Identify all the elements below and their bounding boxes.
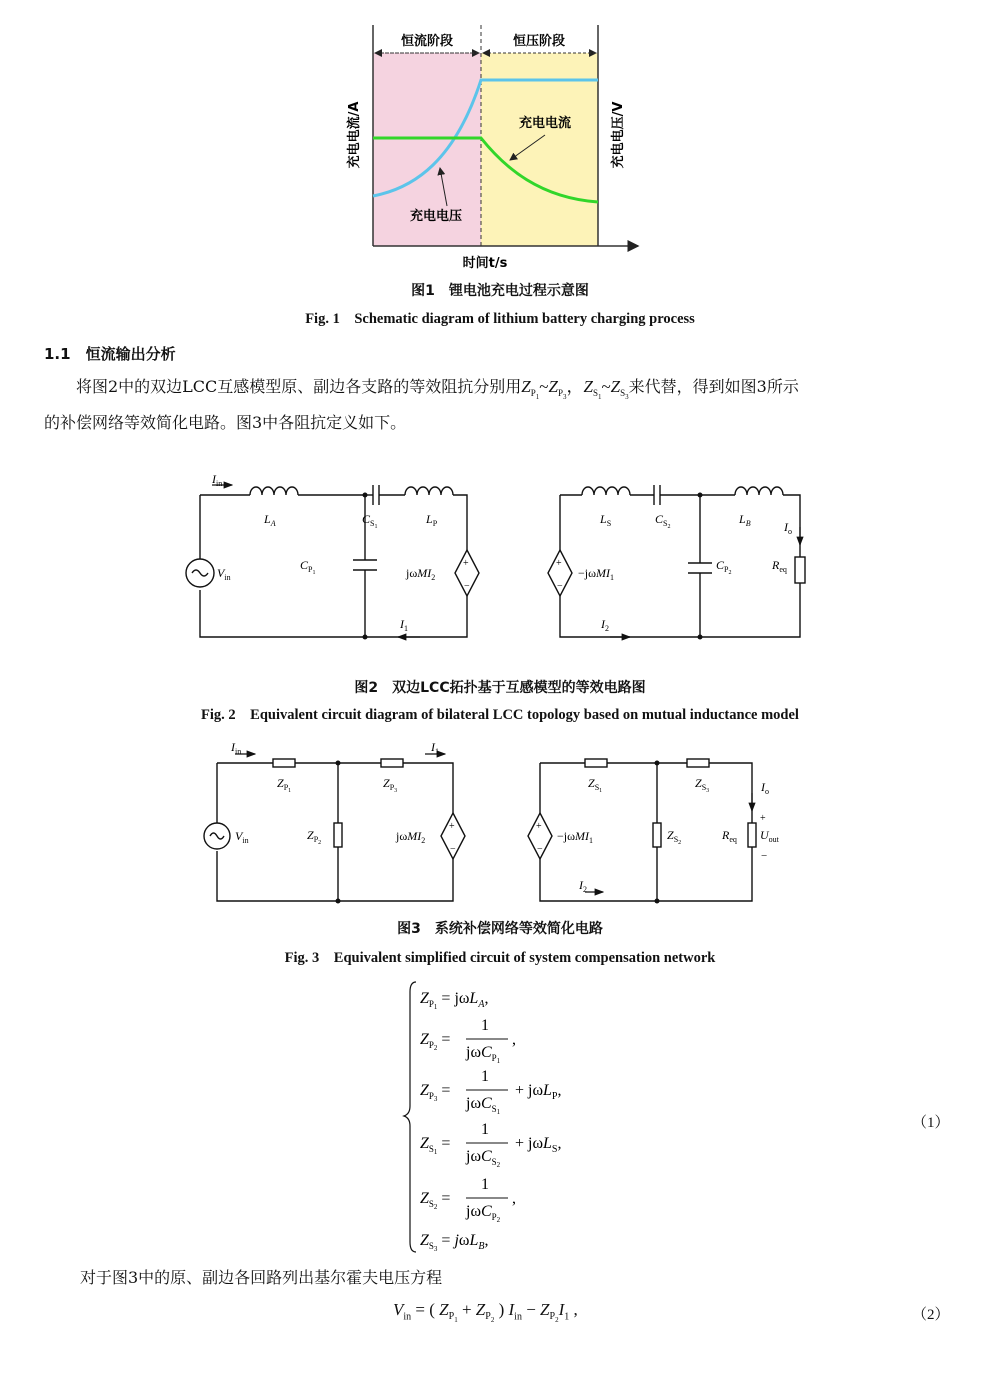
- svg-text:ZS2 =: $Z_S2$ =: [420, 1190, 451, 1211]
- svg-text:Iin: $I_{in}$: [231, 740, 242, 756]
- svg-text:ZP2: $Z_{P_2}$: [307, 828, 322, 846]
- figure-2-caption-en: Fig. 2 Equivalent circuit diagram of bilateral LCC topology based on mutual inductance model: [201, 707, 799, 723]
- svg-text:jωMI2: jωMI$_2$: [396, 829, 426, 845]
- y-right-label: 充电电压/V: [611, 101, 626, 169]
- figure-3-circuit: [195, 735, 805, 910]
- figure-2-caption-cn: 图2 双边LCC拓扑基于互感模型的等效电路图: [354, 680, 646, 696]
- svg-text:,: ,: [512, 1190, 516, 1207]
- inductor-ls: [582, 487, 630, 495]
- svg-text:jωCP1: jωC$_P$1: [466, 1044, 501, 1065]
- svg-text:−: −: [537, 844, 543, 855]
- svg-text:1: 1: [481, 1121, 489, 1138]
- inductor-lp: [405, 487, 453, 495]
- svg-text:−: −: [464, 581, 470, 592]
- paragraph-1-line-2: 的补偿网络等效简化电路。图3中各阻抗定义如下。: [44, 413, 407, 432]
- svg-text:ZS1 =: $Z_S1$ =: [420, 1135, 451, 1156]
- svg-text:−: −: [557, 581, 563, 592]
- figure-1-caption-en: Fig. 1 Schematic diagram of lithium battery charging process: [305, 311, 695, 327]
- svg-text:Iin: $I_{in}$: [212, 472, 223, 488]
- svg-text:CP2: $C_{P_2}$: [716, 558, 732, 576]
- svg-text:,: ,: [512, 1031, 516, 1048]
- svg-text:+: +: [760, 813, 766, 824]
- svg-text:LB: $L_B$: [739, 512, 751, 528]
- figure-3-caption-cn: 图3 系统补偿网络等效简化电路: [397, 921, 603, 937]
- paragraph-2: 对于图3中的原、副边各回路列出基尔霍夫电压方程: [80, 1268, 443, 1287]
- svg-text:ZS2: $Z_{S_2}$: [667, 828, 682, 846]
- svg-text:Vin: $V_{in}$: [235, 829, 249, 845]
- paragraph-1-text-b: 来代替，得到如图3所示: [628, 377, 799, 396]
- voltage-label: 充电电压: [409, 209, 463, 224]
- svg-text:Vin: $V_{in}$: [217, 566, 231, 582]
- svg-text:ZP2 =: $Z_P2$ =: [420, 1031, 451, 1052]
- svg-text:Io: $I_o$: [784, 520, 792, 536]
- section-number: 1.1: [44, 345, 71, 363]
- impedance-range-inline: $Z_{P_1}\sim Z_{P_3}$，$Z_{S_1}\sim Z_{S_3}$: [521, 377, 629, 402]
- paragraph-1-line-1: [76, 375, 956, 409]
- constant-voltage-region: [481, 53, 598, 246]
- svg-text:ZP3 =: $Z_P3$ =: [420, 1082, 451, 1103]
- x-axis-label: 时间t/s: [462, 256, 508, 271]
- inductor-la: [250, 487, 298, 495]
- svg-text:−: −: [761, 850, 768, 862]
- inductor-lb: [735, 487, 783, 495]
- svg-text:I2: $I_2$: [579, 878, 587, 894]
- svg-text:ZS1: $Z_{S_1}$: [588, 776, 603, 794]
- svg-text:Req: $R_{eq}$: [722, 828, 737, 844]
- equation-1: [400, 978, 620, 1258]
- y-left-label: 充电电流/A: [347, 101, 362, 169]
- svg-text:1: 1: [481, 1176, 489, 1193]
- figure-1-caption-cn: 图1 锂电池充电过程示意图: [411, 283, 589, 299]
- svg-text:jωCP2: jωC$_P$2: [466, 1203, 501, 1224]
- paragraph-1-text-a: 将图2中的双边LCC互感模型原、副边各支路的等效阻抗分别用: [76, 377, 522, 396]
- svg-text:ZS3: $Z_{S_3}$: [695, 776, 710, 794]
- svg-text:I1: $I_1$: [431, 740, 439, 756]
- svg-text:CP1: $C_{P_1}$: [300, 558, 316, 576]
- svg-text:−: −: [450, 844, 456, 855]
- svg-text:1: 1: [481, 1068, 489, 1085]
- svg-text:+: +: [449, 821, 455, 832]
- svg-text:+: +: [463, 558, 469, 569]
- svg-text:Uout: $U_{out}$: [760, 828, 779, 844]
- svg-text:jωCS2: jωC$_S$2: [466, 1148, 501, 1169]
- svg-text:I1: $I_1$: [400, 617, 408, 633]
- svg-text:ZP1 = jωLA,: $Z_P1 = j\omega L_A$,: [420, 990, 489, 1011]
- svg-text:LP: $L_P$: [426, 512, 438, 528]
- svg-text:Io: $I_o$: [761, 780, 769, 796]
- figure-3-caption-en: Fig. 3 Equivalent simplified circuit of system compensation network: [284, 950, 716, 966]
- current-label: 充电电流: [518, 116, 572, 131]
- svg-text:ZP1: $Z_{P_1}$: [277, 776, 292, 794]
- stage-cv-label: 恒压阶段: [512, 34, 566, 49]
- svg-text:Req: $R_{eq}$: [772, 558, 787, 574]
- svg-text:I2: $I_2$: [601, 617, 609, 633]
- equation-2: $V_{in}$ = ( $Z_{P_1} + Z_{P_2}$ ) $I_{in} - Z_{P_2}I_1$ ,: [393, 1300, 578, 1325]
- svg-text:CS2: $C_{S_2}$: [655, 512, 671, 530]
- equation-1-number: （1）: [912, 1115, 950, 1131]
- stage-cc-label: 恒流阶段: [400, 34, 454, 49]
- svg-text:LS: $L_S$: [600, 512, 612, 528]
- svg-text:jωMI2: jωMI$_2$: [406, 566, 436, 582]
- svg-text:LA: $L_A$: [264, 512, 276, 528]
- svg-text:−jωMI1: −jωMI$_1$: [557, 829, 593, 845]
- svg-text:CS1: $C_{S_1}$: [362, 512, 378, 530]
- svg-text:ZS3 = jωLB,: $Z_S3 = j\omega L_B$,: [420, 1232, 489, 1253]
- svg-text:jωCS1: jωC$_S$1: [466, 1095, 501, 1116]
- svg-text:−jωMI1: −jωMI$_1$: [578, 566, 614, 582]
- svg-text:+: +: [536, 821, 542, 832]
- svg-text:1: 1: [481, 1017, 489, 1034]
- svg-text:+ jωLS,: + jωL$_S$,: [515, 1135, 562, 1155]
- svg-text:ZP3: $Z_{P_3}$: [383, 776, 398, 794]
- svg-text:+: +: [556, 558, 562, 569]
- figure-2-circuit: [170, 465, 830, 675]
- section-title: 恒流输出分析: [85, 345, 176, 363]
- section-heading: [44, 343, 176, 364]
- svg-text:+ jωLP,: + jωL$_P$,: [515, 1082, 562, 1102]
- equation-2-number: （2）: [912, 1307, 950, 1323]
- figure-1-charging-chart: [340, 10, 660, 280]
